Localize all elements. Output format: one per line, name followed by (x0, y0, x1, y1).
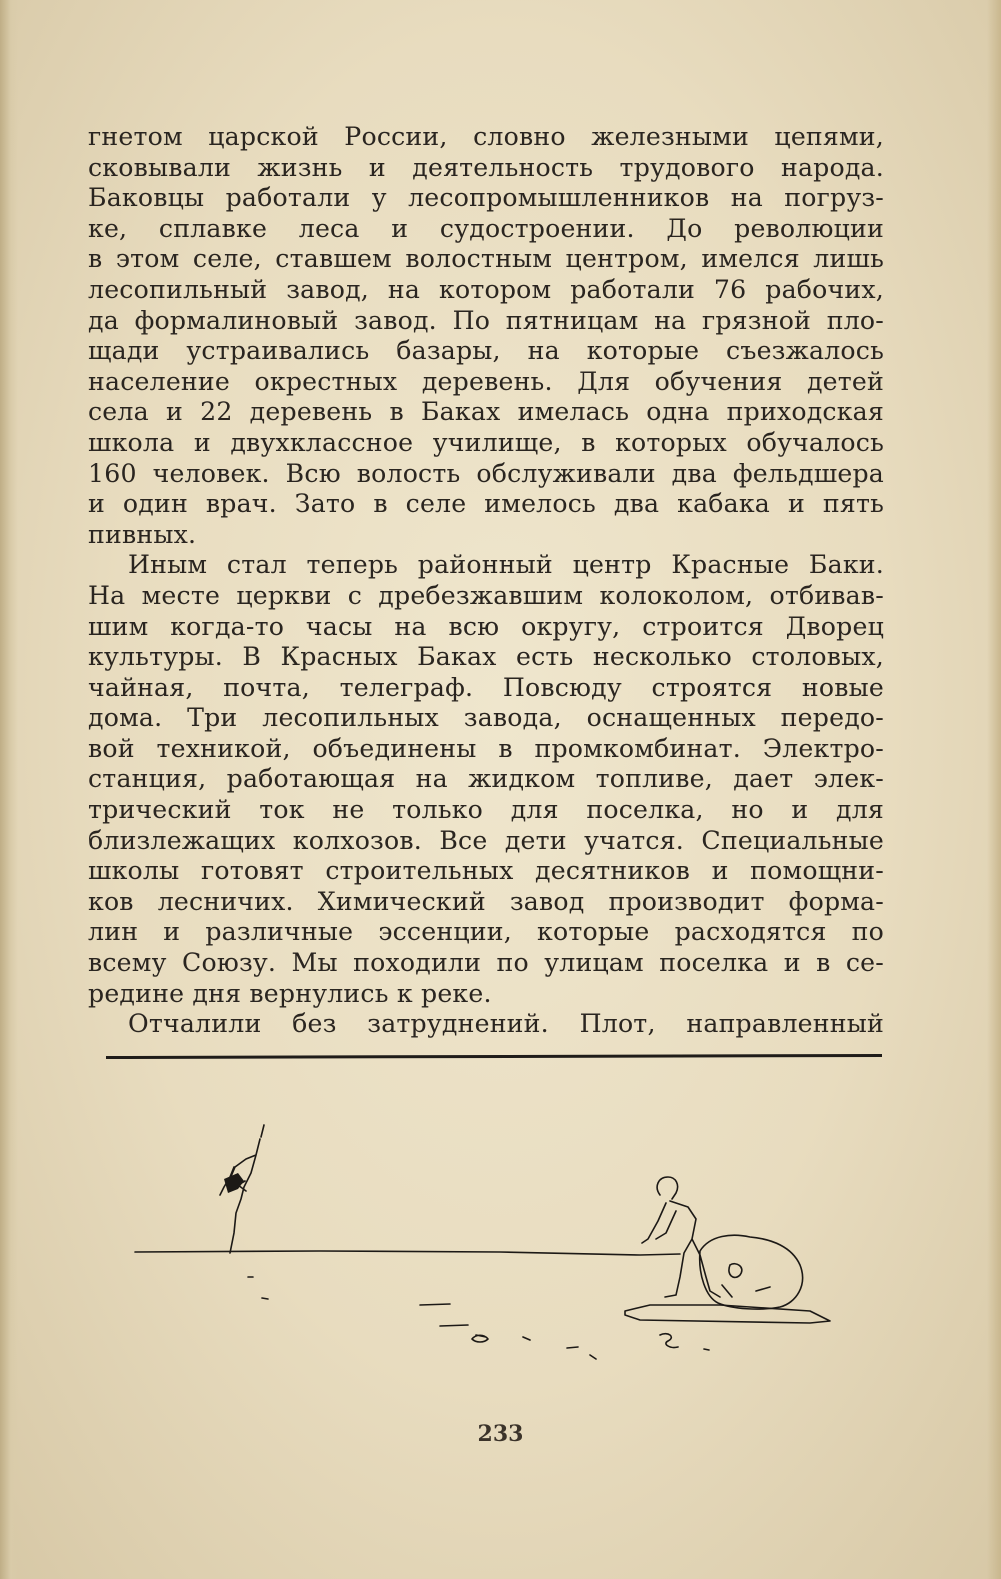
page-number: 233 (477, 1421, 524, 1447)
text-line: сковывали жизнь и деятельность трудового народа. (88, 152, 884, 182)
text-line-paragraph-start: Отчалили без затруднений. Плот, направленный (128, 1009, 884, 1039)
horizon-line (135, 1251, 680, 1255)
text-line: шим когда-то часы на всю округу, строится Дворец (88, 611, 884, 641)
text-line: Баковцы работали у лесопромышленников на погруз- (88, 183, 884, 213)
text-line: села и 22 деревень в Баках имелась одна приходская (88, 397, 884, 427)
rock-detail (722, 1264, 770, 1297)
ice-marks (248, 1277, 709, 1359)
page-edge-right (987, 0, 1001, 1579)
text-line: да формалиновый завод. По пятницам на грязной пло- (88, 305, 884, 335)
horizontal-rule (106, 1054, 882, 1059)
text-line: чайная, почта, телеграф. Повсюду строятся новые (88, 672, 884, 702)
text-line: культуры. В Красных Баках есть несколько столовых, (88, 642, 884, 672)
text-line: вой техникой, объединены в промкомбинат. Электро- (88, 733, 884, 763)
figure-body-fill (224, 1173, 244, 1193)
page-edge-left (0, 0, 18, 1579)
text-line-paragraph-end: пивных. (88, 519, 197, 549)
text-line: трический ток не только для поселка, но и для (88, 795, 884, 825)
text-line: лин и различные эссенции, которые расходятся по (88, 917, 884, 947)
text-line: гнетом царской России, словно железными цепями, (88, 122, 884, 151)
text-line: в этом селе, ставшем волостным центром, имелся лишь (88, 244, 884, 274)
text-line: школа и двухклассное училище, в которых обучалось (88, 427, 884, 457)
sled-base (625, 1305, 830, 1323)
rock-shape (700, 1235, 803, 1309)
text-line-paragraph-start: Иным стал теперь районный центр Красные Баки. (128, 550, 884, 580)
text-line: щади устраивались базары, на которые съезжалось (88, 336, 884, 366)
text-line: станция, работающая на жидком топливе, дает элек- (88, 764, 884, 794)
text-line: всему Союзу. Мы походили по улицам поселка и в се- (88, 948, 884, 978)
text-line: лесопильный завод, на котором работали 76 рабочих, (88, 274, 884, 304)
text-line: близлежащих колхозов. Все дети учатся. Специальные (88, 825, 884, 855)
text-line: население окрестных деревень. Для обучения детей (88, 366, 884, 396)
pole-vaulter-figure (220, 1125, 264, 1253)
man-pushing-figure (642, 1177, 720, 1297)
text-line: школы готовят строительных десятников и помощни- (88, 856, 884, 886)
text-line: ке, сплавке леса и судостроении. До революции (88, 213, 884, 243)
text-line: На месте церкви с дребезжавшим колоколом, отбивав- (88, 580, 884, 610)
text-line: и один врач. Зато в селе имелось два кабака и пять (88, 489, 884, 519)
body-text (88, 122, 884, 1040)
ink-illustration (120, 1115, 860, 1385)
text-line: дома. Три лесопильных завода, оснащенных передо- (88, 703, 884, 733)
text-line: 160 человек. Всю волость обслуживали два фельдшера (88, 458, 884, 488)
text-line-paragraph-end: редине дня вернулись к реке. (88, 978, 492, 1008)
text-line: ков лесничих. Химический завод производит форма- (88, 886, 884, 916)
